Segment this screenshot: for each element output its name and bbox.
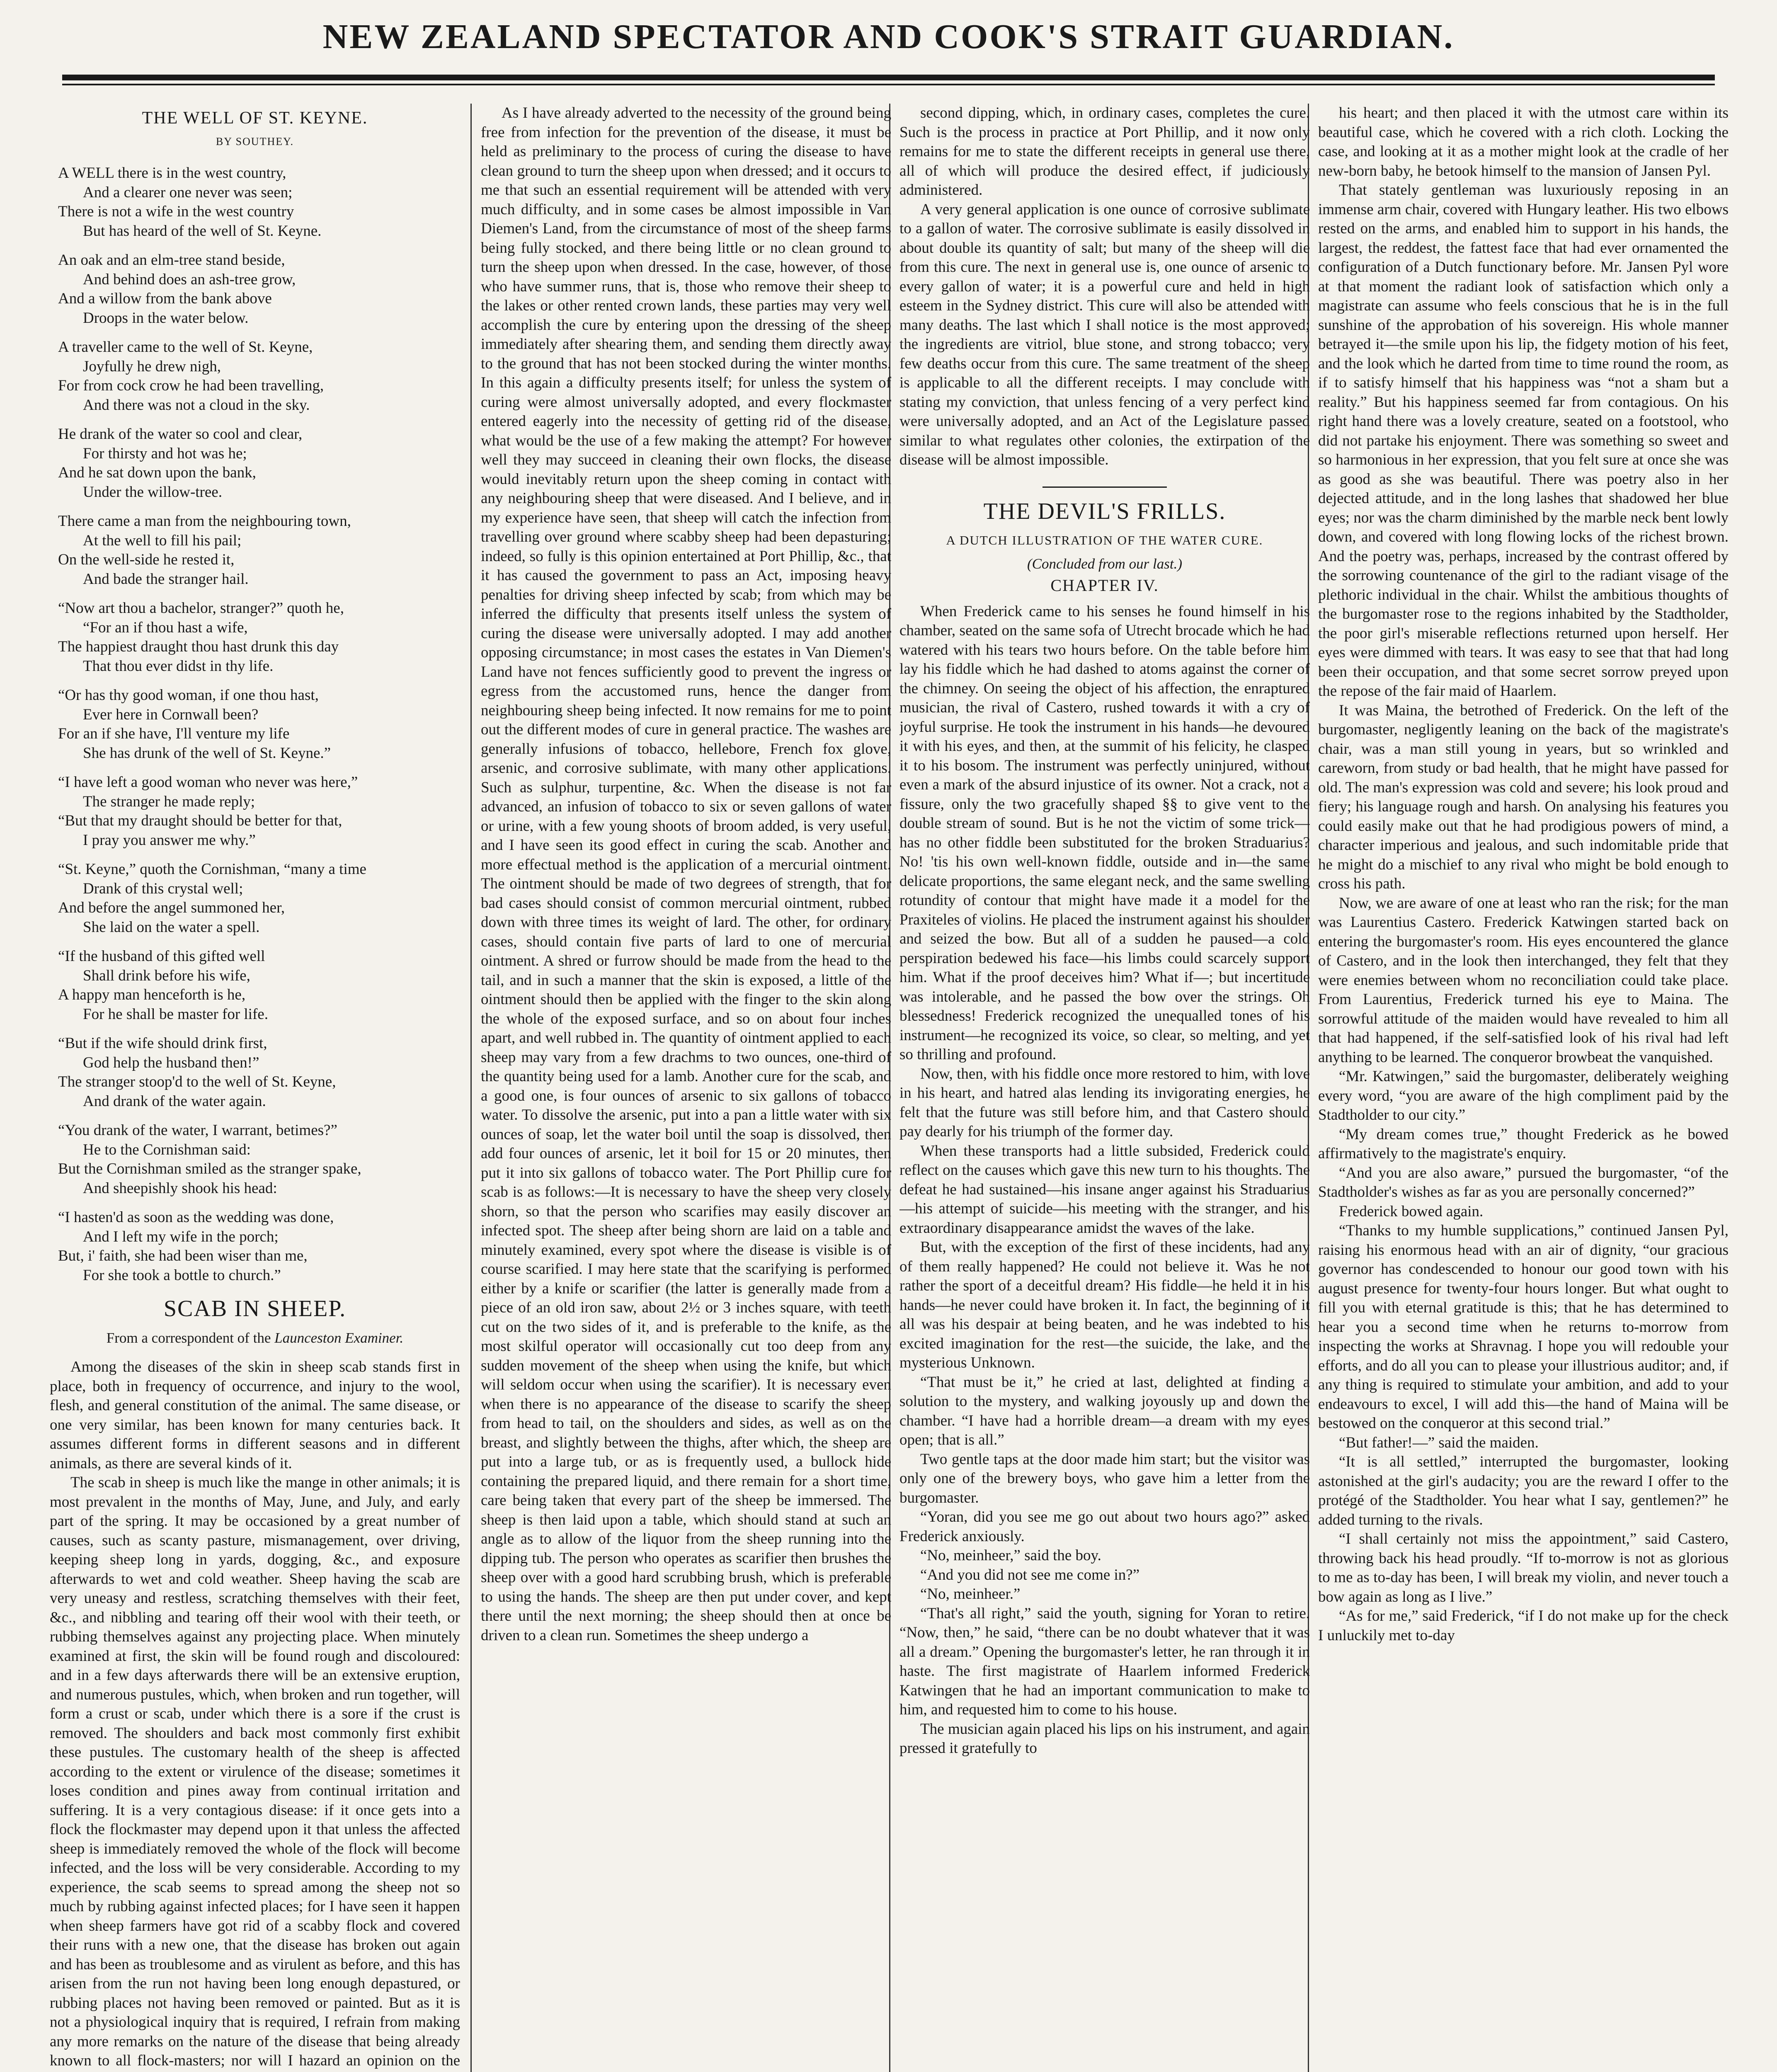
story-paragraph: But, with the exception of the first of these incidents, had any of them really happened? He could not believe it. Was he not rather the sport of a deceitful dream? His fiddle—he held it in his hands—he never could have broken it. In fact, the beginning of it all was his despair at being beaten, and he was indebted to his excited imagination for the rest—the suicide, the lake, and the mysterious Unknown. [899, 1239, 1310, 1371]
poem-line: I pray you answer me why.” [83, 831, 256, 849]
poem-line: For an if she have, I'll venture my life [58, 725, 290, 742]
poem-line: He to the Cornishman said: [83, 1141, 251, 1158]
poem-line: Shall drink before his wife, [83, 967, 250, 984]
poem-line: And there was not a cloud in the sky. [83, 396, 310, 414]
poem-line: At the well to fill his pail; [83, 532, 242, 549]
story-paragraph: “I shall certainly not miss the appointment,” said Castero, throwing back his head proudly. “If to-morrow is not as glorious to me as to-day has been, I will break my violin, and never touch a bow again as long as I live.” [1318, 1530, 1729, 1605]
scab-source-paper: Launceston Examiner. [274, 1329, 404, 1346]
poem-line: On the well-side he rested it, [58, 551, 235, 568]
story-paragraph: When Frederick came to his senses he found himself in his chamber, seated on the same sofa of Utrecht brocade which he had watered with his tears two hours before. On the table before him lay his fiddle which he had dashed to atoms against the corner of the chimney. On seeing the object of his affection, the enraptured musician, the rival of Castero, rushed towards it with a cry of joyful surprise. He took the instrument in his hands—he devoured it with his eyes, and then, at the summit of his felicity, he clasped it to his bosom. The instrument was perfectly uninjured, without even a mark of the absurd injustice of its owner. Not a crack, not a fissure, only the two gracefully shaped §§ to give vent to the double stream of sound. But is he not the victim of some trick—has no other fiddle been substituted for the broken Straduarius? No! 'tis his own well-known fiddle, outside and in—the same delicate proportions, the same elegant neck, and the same swelling rotundity of contour that might have made it a model for the Praxiteles of violins. He placed the instrument against his shoulder and seized the bow. But all of a sudden he paused—a cold perspiration bedewed his face—his limbs could scarcely support him. What if the proof deceives him? What if—; but incertitude was intolerable, and he passed the bow over the strings. Oh blessedness! Frederick recognized the unequalled tones of his instrument—he recognized its voice, so clear, so melting, and yet so thrilling and profound. [899, 603, 1310, 1063]
article-paragraph: A very general application is one ounce of corrosive sublimate to a gallon of water. The corrosive sublimate is easily dissolved in about double its quantity of salt; but many of the sheep will die from this cure. The next in general use is, one ounce of arsenic to every gallon of water; it is a powerful cure and held in high esteem in the Sydney district. This cure will also be attended with many deaths. The last which I shall notice is the most approved; the ingredients are vitriol, blue stone, and strong tobacco; very few deaths occur from this cure. The same treatment of the sheep is applicable to all the different receipts. I may conclude with stating my conviction, that unless fencing of a very perfect kind were universally adopted, and an Act of the Legislature passed similar to what regulates other colonies, the extirpation of the disease will be almost impossible. [899, 201, 1310, 468]
story-paragraph: “My dream comes true,” thought Frederick as he bowed affirmatively to the magistrate's enquiry. [1318, 1126, 1729, 1162]
poem-stanza [58, 1034, 460, 1111]
poem-line: “You drank of the water, I warrant, betimes?” [58, 1122, 337, 1139]
story-paragraph: “And you are also aware,” pursued the burgomaster, “of the Stadtholder's wishes as far as you are personally concerned?” [1318, 1164, 1729, 1201]
poem-line: Droops in the water below. [83, 309, 249, 327]
section-divider [1042, 487, 1167, 488]
poem-line: And he sat down upon the bank, [58, 464, 256, 481]
poem-line: “But if the wife should drink first, [58, 1035, 267, 1052]
poem-line: The stranger stoop'd to the well of St. Keyne, [58, 1073, 336, 1090]
poem-line: There is not a wife in the west country [58, 203, 294, 220]
poem-line: She laid on the water a spell. [83, 918, 260, 936]
poem-line: God help the husband then!” [83, 1054, 259, 1071]
poem-line: And before the angel summoned her, [58, 899, 285, 916]
poem-line: For from cock crow he had been travelling, [58, 377, 324, 394]
masthead-rule-thick [62, 75, 1715, 80]
story-paragraph: his heart; and then placed it with the utmost care within its beautiful case, which he covered with a rich cloth. Locking the case, and looking at it as a mother might look at the cradle of her new-born baby, he betook himself to the mansion of Jansen Pyl. [1318, 104, 1729, 179]
masthead: NEW ZEALAND SPECTATOR AND COOK'S STRAIT GUARDIAN. [322, 17, 1455, 56]
poem-line: She has drunk of the well of St. Keyne.” [83, 744, 331, 762]
poem-line: And I left my wife in the porch; [83, 1228, 279, 1245]
poem-stanza [58, 425, 460, 502]
scab-body-part3 [899, 104, 1310, 470]
scab-source [50, 1329, 460, 1348]
story-paragraph: “But father!—” said the maiden. [1339, 1434, 1539, 1451]
story-paragraph: “Thanks to my humble supplications,” continued Jansen Pyl, raising his enormous head with an air of dignity, “our gracious governor has condescended to honour our good town with his august presence for twenty-four hours longer. But what ought to fill you with eternal gratitude is this; that he has determined to hear you a second time when he returns to-morrow from inspecting the works at Shravnag. I hope you will redouble your efforts, and do all you can to please your illustrious auditor; and, if any thing is required to stimulate your ambition, and add to your endeavours to excel, I will add this—the hand of Maina will be bestowed on the conqueror at this second trial.” [1318, 1222, 1729, 1432]
story-paragraph: “As for me,” said Frederick, “if I do not make up for the check I unluckily met to-day [1318, 1607, 1729, 1644]
story-paragraph: “That's all right,” said the youth, signing for Yoran to retire. “Now, then,” he said, “there can be no doubt whatever that it was all a dream.” Opening the burgomaster's letter, he ran through it in haste. The first magistrate of Haarlem informed Frederick Katwingen that he had an important communication to make to him, and requested him to come to his house. [899, 1605, 1310, 1718]
frills-note: (Concluded from our last.) [1027, 555, 1182, 572]
scab-body-part2 [481, 104, 891, 1645]
poem-line: That thou ever didst in thy life. [83, 657, 274, 675]
scab-title: SCAB IN SHEEP. [163, 1296, 347, 1322]
poem-line: “I hasten'd as soon as the wedding was done, [58, 1209, 334, 1226]
poem-stanza [58, 1121, 460, 1198]
story-paragraph: Two gentle taps at the door made him start; but the visitor was only one of the brewery boys, who gave him a letter from the burgomaster. [899, 1450, 1310, 1506]
story-paragraph: The musician again placed his lips on his instrument, and again pressed it gratefully to [899, 1720, 1310, 1757]
poem-line: He drank of the water so cool and clear, [58, 426, 303, 443]
story-paragraph: “No, meinheer,” said the boy. [920, 1547, 1101, 1564]
column-3 [899, 104, 1310, 2072]
story-paragraph: “And you did not see me come in?” [920, 1566, 1140, 1583]
poem-line: The happiest draught thou hast drunk this day [58, 638, 339, 655]
poem-line: Drank of this crystal well; [83, 880, 243, 897]
poem-line: There came a man from the neighbouring town, [58, 513, 351, 530]
poem-line: For thirsty and hot was he; [83, 445, 247, 462]
frills-subtitle: A DUTCH ILLUSTRATION OF THE WATER CURE. [946, 533, 1263, 547]
poem-line: And sheepishly shook his head: [83, 1179, 277, 1197]
article-paragraph: As I have already adverted to the necessity of the ground being free from infection for the prevention of the disease, it must be held as preliminary to the process of curing the disease to have clean ground to turn the sheep upon when dressed; and it occurs to me that such an essential requirement will be attended with very much difficulty, and in some cases be almost impossible in Van Diemen's Land, from the circumstance of most of the sheep farms being fully stocked, and there being little or no clean ground to turn the sheep upon when dressed. In the case, however, of those who have summer runs, that is, those who remove their sheep to the lakes or other rented crown lands, these parties may very well accomplish the cure by entering upon the dressing of the sheep immediately after shearing them, and sending them directly away to the ground that has not been stocked during the winter months. In this again a difficulty presents itself; for unless the system of curing were almost universally adopted, and every flockmaster entered eagerly into the necessity of getting rid of the disease, what would be the use of a few making the attempt? For however well they may succeed in cleaning their own flocks, the disease would inevitably return upon the sheep coming in contact with any neighbouring sheep that were diseased. And I believe, and in my experience have seen, that sheep will catch the infection from travelling over ground where scabby sheep had been depasturing; indeed, so fully is this opinion entertained at Port Phillip, &c., that it has caused the government to pass an Act, imposing heavy penalties for driving sheep infected by scab; from which may be inferred the difficulty that presents itself unless the system of curing the disease were universally adopted. I may add another opposing circumstance; in most cases the estates in Van Diemen's Land have not fences sufficiently good to prevent the ingress or egress from the accustomed runs, hence the danger from neighbouring sheep being infected. It now remains for me to point out the different modes of cure in general practice. The washes are generally infusions of tobacco, hellebore, French fox glove, arsenic, and corrosive sublimate, with many other applications. Such as sulphur, turpentine, &c. When the disease is not far advanced, an infusion of tobacco to six or seven gallons of water or urine, with a few young shoots of broom added, is very useful, and I have seen its good effect in curing the scab. Another and more effectual method is the application of a mercurial ointment. The ointment should be made of two degrees of strength, that for bad cases should consist of common mercurial ointment, rubbed down with three times its weight of lard. The other, for ordinary cases, should contain five parts of lard to one of mercurial ointment. A shred or furrow should be made from the head to the tail, and in such a manner that the skin is exposed, a little of the ointment should then be applied with the finger to the skin along the whole of the exposed surface, and so on about four inches apart, and well rubbed in. The quantity of ointment applied to each sheep may vary from a few drachms to two ounces, one-third of the quantity being used for a lamb. Another cure for the scab, and a good one, is four ounces of arsenic to six gallons of tobacco water. To dissolve the arsenic, put into a pan a little water with six ounces of soap, let the water boil until the soap is dissolved, then add four ounces of arsenic, let it boil for 15 or 20 minutes, then put it into six gallons of tobacco water. The Port Phillip cure for scab is as follows:—It is necessary to have the sheep very closely shorn, so that the person who scarifies may easily discover an infected spot. The sheep after being shorn are laid on a table and minutely examined, every spot where the disease is visible is of course scarified. I may here state that the scarifying is performed either by a knife or scarifier (the latter is generally made from a piece of an old iron saw, about 2½ or 3 inches square, with teeth cut on the two sides of it, and is preferable to the knife, as the most skilful operator will occasionally cut too deep from any sudden movement of the sheep when using the knife, but which will seldom occur when using the scarifier). It is necessary even when there is no appearance of the disease to scarify the sheep from head to tail, on the shoulders and sides, as well as on the breast, and slightly between the thighs, after which, the sheep are put into a large tub, or as is frequently used, a bullock hide containing the prepared liquid, and there remain for a short time, care being taken that every part of the sheep be immersed. The sheep is then laid upon a table, which should stand at such an angle as to allow of the liquor from the sheep running into the dipping tub. The person who operates as scarifier then brushes the sheep over with a good hard scrubbing brush, which is preferable to using the hands. The sheep are then put under cover, and kept there until the next morning; the sheep should then at once be driven to a clean run. Sometimes the sheep undergo a [481, 104, 891, 1644]
poem-line: And a clearer one never was seen; [83, 184, 293, 201]
poem-line: For he shall be master for life. [83, 1005, 268, 1023]
poem-stanza [58, 164, 460, 241]
poem-line: And behind does an ash-tree grow, [83, 271, 296, 288]
story-paragraph: “Mr. Katwingen,” said the burgomaster, deliberately weighing every word, “you are aware of the high compliment paid by the Stadtholder to our city.” [1318, 1068, 1729, 1123]
story-paragraph: “That must be it,” he cried at last, delighted at finding a solution to the mystery, and walking joyously up and down the chamber. “I have had a horrible dream—a dream with my eyes open; that is all.” [899, 1373, 1310, 1448]
article-paragraph: Among the diseases of the skin in sheep scab stands first in place, both in frequency of occurrence, and injury to the wool, flesh, and general constitution of the animal. The same disease, or one very similar, has been known for many centuries back. It assumes different forms in different seasons and in different animals, as there are several kinds of it. [50, 1358, 460, 1472]
column-4 [1318, 104, 1729, 2072]
poem-line: Under the willow-tree. [83, 483, 222, 501]
scab-body-part1 [50, 1358, 460, 2072]
frills-title: THE DEVIL'S FRILLS. [983, 498, 1226, 524]
story-paragraph: Now, then, with his fiddle once more restored to him, with love in his heart, and hatred alas lending its invigorating energies, he felt that the future was still before him, and that Castero should pay dearly for his triumph of the former day. [899, 1065, 1310, 1140]
poem-line: “St. Keyne,” quoth the Cornishman, “many a time [58, 861, 366, 878]
column-2 [481, 104, 891, 2072]
story-paragraph: Now, we are aware of one at least who ran the risk; for the man was Laurentius Castero. Frederick Katwingen started back on entering the burgomaster's room. His eyes encountered the glance of Castero, and in the look then interchanged, they felt that they were enemies between whom no reconciliation could take place. From Laurentius, Frederick turned his eye to Maina. The sorrowful attitude of the maiden would have revealed to him all that had happened, if the self-satisfied look of his rival had left anything to be learned. The conqueror browbeat the vanquished. [1318, 894, 1729, 1066]
poem-stanza [58, 773, 460, 850]
poem-line: And bade the stranger hail. [83, 570, 249, 588]
story-paragraph: It was Maina, the betrothed of Frederick. On the left of the burgomaster, negligently leaning on the back of the magistrate's chair, was a man still young in years, but so wrinkled and careworn, from study or bad health, that he might have passed for old. The man's expression was cold and severe; his look proud and fiery; his language rough and harsh. On analysing his features you could easily make out that he had prodigious powers of mind, a character imperious and jealous, and such indomitable pride that he might do a mischief to any rival who might be bold enough to cross his path. [1318, 702, 1729, 892]
poem-stanza [58, 599, 460, 676]
column-1 [50, 104, 460, 2072]
poem-stanza [58, 338, 460, 415]
poem-stanza [58, 512, 460, 589]
poem-stanza [58, 947, 460, 1024]
poem-body [50, 164, 460, 1285]
poem-stanza [58, 251, 460, 328]
frills-body-part2 [1318, 104, 1729, 1645]
poem-stanza [58, 1208, 460, 1285]
frills-body-part1 [899, 602, 1310, 1758]
poem-line: Ever here in Cornwall been? [83, 706, 259, 723]
story-paragraph: “It is all settled,” interrupted the burgomaster, looking astonished at the girl's audacity; you are the reward I offer to the protégé of the Stadtholder. You hear what I say, gentlemen?” he added turning to the rivals. [1318, 1453, 1729, 1528]
scab-source-prefix: From a correspondent of the [106, 1329, 275, 1346]
article-paragraph: The scab in sheep is much like the mange in other animals; it is most prevalent in the months of May, June, and July, and early part of the spring. It may be occasioned by a great number of causes, such as scanty pasture, mismanagement, over driving, keeping sheep long in yards, dogging, &c., and exposure afterwards to wet and cold weather. Sheep having the scab are very uneasy and restless, scratching themselves with their feet, &c., and nibbling and tearing off their wool with their teeth, or rubbing themselves against any projecting place. When minutely examined at first, the skin will be found rough and discoloured: and in a few days afterwards there will be an extensive eruption, and numerous pustules, which, when broken and run together, will form a crust or scab, under which there is a sore if the crust is removed. The shoulders and back most commonly first exhibit these pustules. The customary health of the sheep is affected according to the extent or virulence of the disease; sometimes it loses condition and pines away from continual irritation and suffering. It is a very contagious disease: if it once gets into a flock the flockmaster may depend upon it that unless the affected sheep is immediately removed the whole of the flock will become infected, and the loss will be very considerable. According to my experience, the scab seems to spread among the sheep not so much by rubbing against infected places; for I have seen it happen when sheep farmers have got rid of a scabby flock and covered their runs with a new one, that the disease has broken out again and has been as troublesome and as virulent as before, and this has arisen from the run not having been long enough depastured, or rubbing places not having been removed or painted. But as it is not a physiological inquiry that is required, I refrain from making any more remarks on the nature of the disease that being already known to all flock-masters; nor will I hazard an opinion on the [50, 1474, 460, 2069]
poem-line: “But that my draught should be better for that, [58, 812, 342, 829]
poem-line: Joyfully he drew nigh, [83, 358, 221, 375]
poem-line: “I have left a good woman who never was here,” [58, 774, 358, 791]
poem-line: But has heard of the well of St. Keyne. [83, 222, 322, 240]
story-paragraph: When these transports had a little subsided, Frederick could reflect on the causes which gave this new turn to his thoughts. The defeat he had sustained—his insane anger against his Straduarius—his attempt of suicide—his meeting with the stranger, and his extraordinary disappearance amidst the waves of the lake. [899, 1142, 1310, 1237]
column-divider [470, 104, 472, 2072]
poem-line: “Or has thy good woman, if one thou hast, [58, 687, 319, 704]
poem-line: But the Cornishman smiled as the stranger spake, [58, 1160, 361, 1177]
poem-line: “Now art thou a bachelor, stranger?” quoth he, [58, 600, 344, 617]
poem-line: A WELL there is in the west country, [58, 165, 286, 182]
poem-line: “If the husband of this gifted well [58, 948, 265, 965]
story-paragraph: “Yoran, did you see me go out about two hours ago?” asked Frederick anxiously. [899, 1508, 1310, 1545]
poem-line: And drank of the water again. [83, 1092, 266, 1110]
story-paragraph: “No, meinheer.” [920, 1585, 1021, 1602]
poem-line: An oak and an elm-tree stand beside, [58, 252, 285, 269]
poem-line: And a willow from the bank above [58, 290, 272, 307]
article-paragraph: second dipping, which, in ordinary cases, completes the cure. Such is the process in practice at Port Phillip, and it now only remains for me to state the different receipts in general use there, all of which will produce the desired effect, if judiciously administered. [899, 104, 1310, 198]
poem-line: The stranger he made reply; [83, 793, 255, 810]
poem-title: THE WELL OF ST. KEYNE. [142, 109, 368, 128]
masthead-rule-thin [62, 84, 1715, 85]
poem-line: “For an if thou hast a wife, [83, 619, 248, 636]
poem-byline: BY SOUTHEY. [216, 135, 294, 148]
frills-chapter: CHAPTER IV. [1050, 576, 1159, 595]
story-paragraph: Frederick bowed again. [1339, 1203, 1484, 1220]
poem-line: For she took a bottle to church.” [83, 1266, 281, 1284]
poem-line: But, i' faith, she had been wiser than me, [58, 1247, 308, 1264]
poem-stanza [58, 686, 460, 763]
poem-line: A traveller came to the well of St. Keyne, [58, 339, 313, 356]
poem-stanza [58, 860, 460, 937]
story-paragraph: That stately gentleman was luxuriously reposing in an immense arm chair, covered with Hungary leather. His two elbows rested on the arms, and enabled him to support in his hands, the largest, the reddest, the fattest face that had ever ornamented the configuration of a Dutch functionary before. Mr. Jansen Pyl wore at that moment the radiant look of satisfaction which only a magistrate can assume who feels conscious that he is in the full sunshine of the approbation of his sovereign. His whole manner betrayed it—the smile upon his lip, the fidgety motion of his feet, and the look which he darted from time to time round the room, as if to satisfy himself that his happiness was “not a sham but a reality.” But his happiness seemed far from contagious. On his right hand there was a lovely creature, seated on a footstool, who did not partake his enjoyment. There was something so sweet and so harmonious in her expression, that you felt sure at once she was as good as she was beautiful. There was poetry also in her dejected attitude, and in the long lashes that shadowed her blue eyes; nor was the charm diminished by the marble neck bent lowly down, and covered with long flowing locks of the richest brown. And the poetry was, perhaps, increased by the contrast offered by the sorrowing countenance of the girl to the radiant visage of the plethoric individual in the chair. Whilst the ambitious thoughts of the burgomaster rose to the regions inhabited by the Stadtholder, the poor girl's miserable reflections returned upon herself. Her eyes were dimmed with tears. It was easy to see that that had long been their occupation, and that some secret sorrow preyed upon the repose of the fair maid of Haarlem. [1318, 182, 1729, 700]
poem-line: A happy man henceforth is he, [58, 986, 246, 1003]
